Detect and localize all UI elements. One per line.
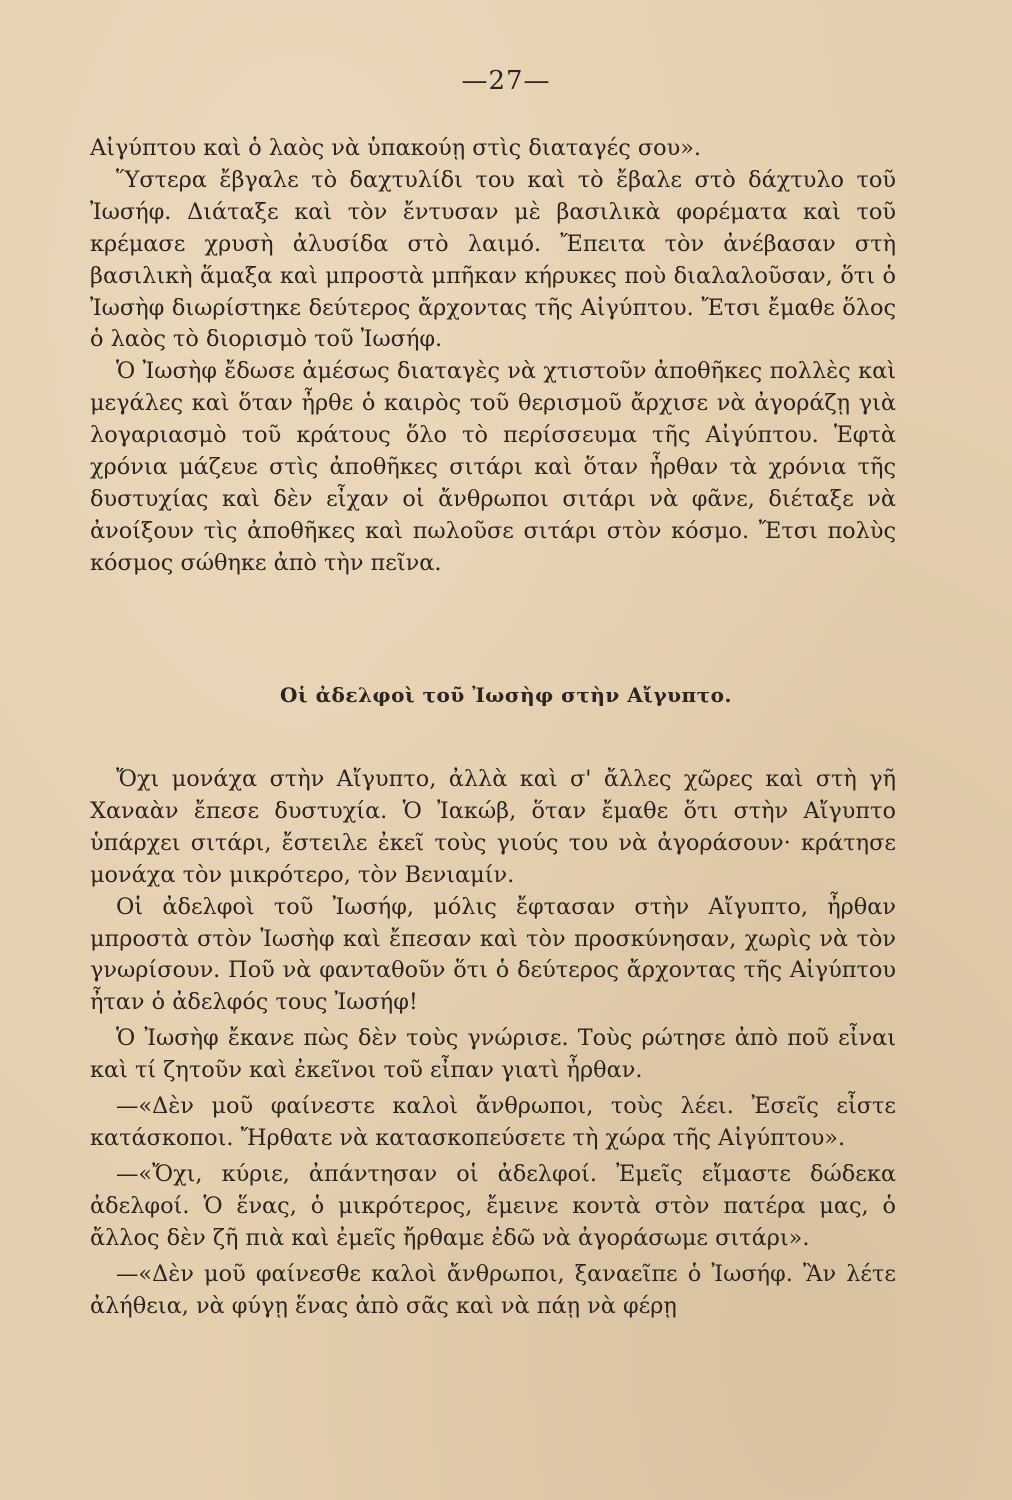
dialogue-paragraph: —«Δὲν μοῦ φαίνεσθε καλοὶ ἄνθρωποι, ξαναεῖπε ὁ Ἰωσήφ. Ἂν λέτε ἀλήθεια, νὰ φύγῃ ἕνας ἀπὸ σᾶς καὶ νὰ πάῃ νὰ φέρῃ <box>90 1260 896 1319</box>
dialogue-paragraph: —«Ὄχι, κύριε, ἀπάντησαν οἱ ἀδελφοί. Ἐμεῖς εἴμαστε δώδεκα ἀδελφοί. Ὁ ἕνας, ὁ μικρότερος, ἔμεινε κοντὰ στὸν πατέρα μας, ὁ ἄλλος δὲν ζῆ πιὰ καὶ ἐμεῖς ἤρθαμε ἐδῶ νὰ ἀγοράσωμε σιτάρι». <box>90 1160 896 1251</box>
paragraph: Ὄχι μονάχα στὴν Αἴγυπτο, ἀλλὰ καὶ σ' ἄλλες χῶρες καὶ στὴ γῆ Χαναὰν ἔπεσε δυστυχία. Ὁ Ἰακώβ, ὅταν ἔμαθε ὅτι στὴν Αἴγυπτο ὑπάρχει σιτάρι, ἔστειλε ἐκεῖ τοὺς γιούς του νὰ ἀγοράσουν· κράτησε μονάχα τὸν μικρότερο, τὸν Βενιαμίν. <box>90 766 896 888</box>
dialogue-paragraph: —«Δὲν μοῦ φαίνεστε καλοὶ ἄνθρωποι, τοὺς λέει. Ἐσεῖς εἶστε κατάσκοποι. Ἤρθατε νὰ κατασκοπεύσετε τὴ χώρα τῆς Αἰγύπτου». <box>90 1093 896 1151</box>
section-heading: Οἱ ἀδελφοὶ τοῦ Ἰωσὴφ στὴν Αἴγυπτο. <box>280 683 732 707</box>
paragraph: Ὁ Ἰωσὴφ ἔκανε πὼς δὲν τοὺς γνώρισε. Τοὺς ρώτησε ἀπὸ ποῦ εἶναι καὶ τί ζητοῦν καὶ ἐκεῖνοι τοῦ εἶπαν γιατὶ ἦρθαν. <box>90 1025 896 1084</box>
paragraph: Αἰγύπτου καὶ ὁ λαὸς νὰ ὑπακούῃ στὶς διαταγές σου». <box>90 135 702 161</box>
section-brothers-in-egypt <box>90 764 896 1322</box>
page-number: —27— <box>461 66 551 96</box>
paragraph: Ὕστερα ἔβγαλε τὸ δαχτυλίδι του καὶ τὸ ἔβαλε στὸ δάχτυλο τοῦ Ἰωσήφ. Διάταξε καὶ τὸν ἔντυσαν μὲ βασιλικὰ φορέματα καὶ τοῦ κρέμασε χρυσὴ ἀλυσίδα στὸ λαιμό. Ἔπειτα τὸν ἀνέβασαν στὴ βασιλικὴ ἅμαξα καὶ μπροστὰ μπῆκαν κήρυκες ποὺ διαλαλοῦσαν, ὅτι ὁ Ἰωσὴφ διωρίστηκε δεύτερος ἄρχοντας τῆς Αἰγύπτου. Ἔτσι ἔμαθε ὅλος ὁ λαὸς τὸ διορισμὸ τοῦ Ἰωσήφ. <box>90 166 896 353</box>
paragraph: Ὁ Ἰωσὴφ ἔδωσε ἀμέσως διαταγὲς νὰ χτιστοῦν ἀποθῆκες πολλὲς καὶ μεγάλες καὶ ὅταν ἦρθε ὁ καιρὸς τοῦ θερισμοῦ ἄρχισε νὰ ἀγοράζῃ γιὰ λογαριασμὸ τοῦ κράτους ὅλο τὸ περίσσευμα τῆς Αἰγύπτου. Ἑφτὰ χρόνια μάζευε στὶς ἀποθῆκες σιτάρι καὶ ὅταν ἦρθαν τὰ χρόνια τῆς δυστυχίας καὶ δὲν εἶχαν οἱ ἄνθρωποι σιτάρι νὰ φᾶνε, διέταξε νὰ ἀνοίξουν τὶς ἀποθῆκες καὶ πωλοῦσε σιτάρι στὸν κόσμο. Ἔτσι πολὺς κόσμος σώθηκε ἀπὸ τὴν πεῖνα. <box>90 358 896 576</box>
section-joseph-governor <box>90 133 896 580</box>
paragraph: Οἱ ἀδελφοὶ τοῦ Ἰωσήφ, μόλις ἔφτασαν στὴν Αἴγυπτο, ἦρθαν μπροστὰ στὸν Ἰωσὴφ καὶ ἔπεσαν καὶ τὸν προσκύνησαν, χωρὶς νὰ τὸν γνωρίσουν. Ποῦ νὰ φανταθοῦν ὅτι ὁ δεύτερος ἄρχοντας τῆς Αἰγύπτου ἦταν ὁ ἀδελφός τους Ἰωσήφ! <box>90 893 896 1016</box>
